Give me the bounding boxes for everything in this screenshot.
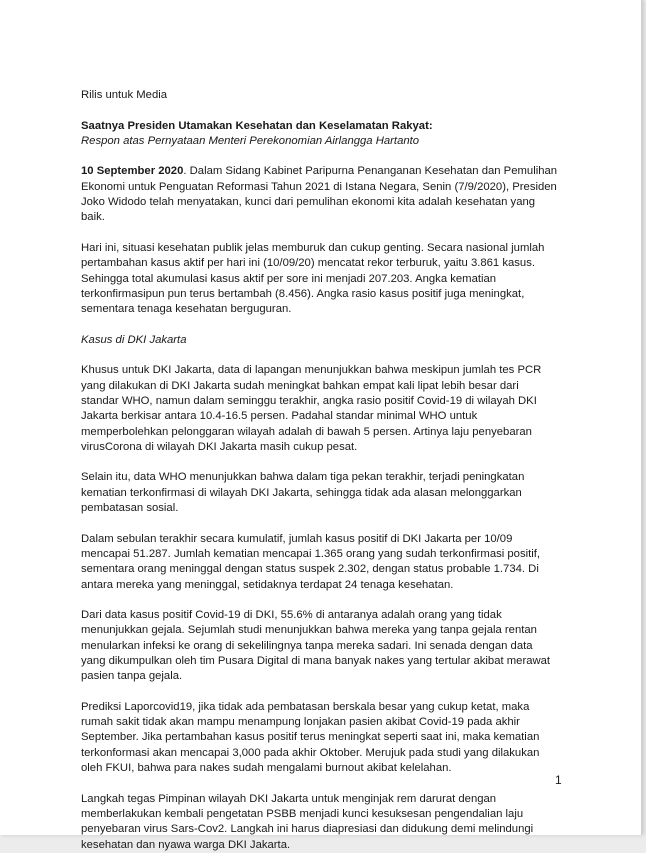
intro-text: . Dalam Sidang Kabinet Paripurna Penanganan Kesehatan dan Pemulihan Ekonomi untuk Penguatan Reformasi Tahun 2021 di Istana Negara, Senin (7/9/2020), Presiden Joko Widodo telah menyatakan, kunci dari pemulihan ekonomi kita adalah kesehatan yang baik. [81,165,558,224]
release-header: Rilis untuk Media [81,89,168,101]
paragraph-cumulative-cases: Dalam sebulan terakhir secara kumulatif, jumlah kasus positif di DKI Jakarta per 10/09 mencapai 51.287. Jumlah kematian mencapai 1.365 orang yang sudah terkonfirmasi positif, sementara orang meninggal dengan status suspek 2.302, dengan status probable 1.734. Di antara mereka yang meninggal, setidaknya terdapat 24 tenaga kesehatan. [81,532,541,591]
section-heading: Kasus di DKI Jakarta [81,333,187,346]
document-title: Saatnya Presiden Utamakan Kesehatan dan Keselamatan Rakyat: [81,119,433,132]
paragraph-dki-testing: Khusus untuk DKI Jakarta, data di lapangan menunjukkan bahwa meskipun jumlah tes PCR yang dilakukan di DKI Jakarta sudah meningkat bahkan empat kali lipat lebih besar dari standar WHO, namun dalam seminggu terakhir, angka rasio positif Covid-19 di wilayah DKI Jakarta berkisar antara 10.4-16.5 persen. Padahal standar minimal WHO untuk memperbolehkan pelonggaran wilayah adalah di bawah 5 persen. Artinya laju penyebaran virusCorona di wilayah DKI Jakarta masih cukup pesat. [81,364,542,453]
paragraph-asymptomatic: Dari data kasus positif Covid-19 di DKI, 55.6% di antaranya adalah orang yang tidak menunjukkan gejala. Sejumlah studi menunjukkan bahwa mereka yang tanpa gejala rentan menularkan infeksi ke orang di sekelilingnya tanpa mereka sadari. Ini senada dengan data yang dikumpulkan oleh tim Pusara Digital di mana banyak nakes yang tertular akibat merawat pasien tanpa gejala. [81,609,551,683]
paragraph-national-situation: Hari ini, situasi kesehatan publik jelas memburuk dan cukup genting. Secara nasional jumlah pertambahan kasus aktif per hari ini (10/09/20) mencatat rekor terburuk, yaitu 3.861 kasus. Sehingga total akumulasi kasus aktif per sore ini menjadi 207.203. Angka kematian terkonfirmasipun pun terus bertambah (8.456). Angka rasio kasus positif juga meningkat, sementara tenaga kesehatan berguguran. [81,241,545,316]
intro-paragraph [81,164,559,225]
paragraph-conclusion: Langkah tegas Pimpinan wilayah DKI Jakarta untuk menginjak rem darurat dengan memberlakukan kembali pengetatan PSBB menjadi kunci kesuksesan pengendalian laju penyebaran virus Sars-Cov2. Langkah ini harus diapresiasi dan didukung demi melindungi kesehatan dan nyawa warga DKI Jakarta. [81,792,534,851]
paragraph-prediction: Prediksi Laporcovid19, jika tidak ada pembatasan berskala besar yang cukup ketat, maka rumah sakit tidak akan mampu menampung lonjakan pasien akibat Covid-19 pada akhir September. Jika pertambahan kasus positif terus meningkat seperti saat ini, maka kematian terkonformasi akan mencapai 3,000 pada akhir Oktober. Merujuk pada studi yang dilakukan oleh FKUI, bahwa para nakes sudah mengalami burnout akibat kelelahan. [81,700,540,775]
document-subtitle: Respon atas Pernyataan Menteri Perekonomian Airlangga Hartanto [81,134,420,147]
paragraph-who-data: Selain itu, data WHO menunjukkan bahwa dalam tiga pekan terakhir, terjadi peningkatan kematian terkonfirmasi di wilayah DKI Jakarta, sehingga tidak ada alasan melonggarkan pembatasan sosial. [81,471,525,515]
page-number: 1 [555,773,562,787]
document-body [81,88,559,853]
release-date: 10 September 2020 [81,165,184,178]
